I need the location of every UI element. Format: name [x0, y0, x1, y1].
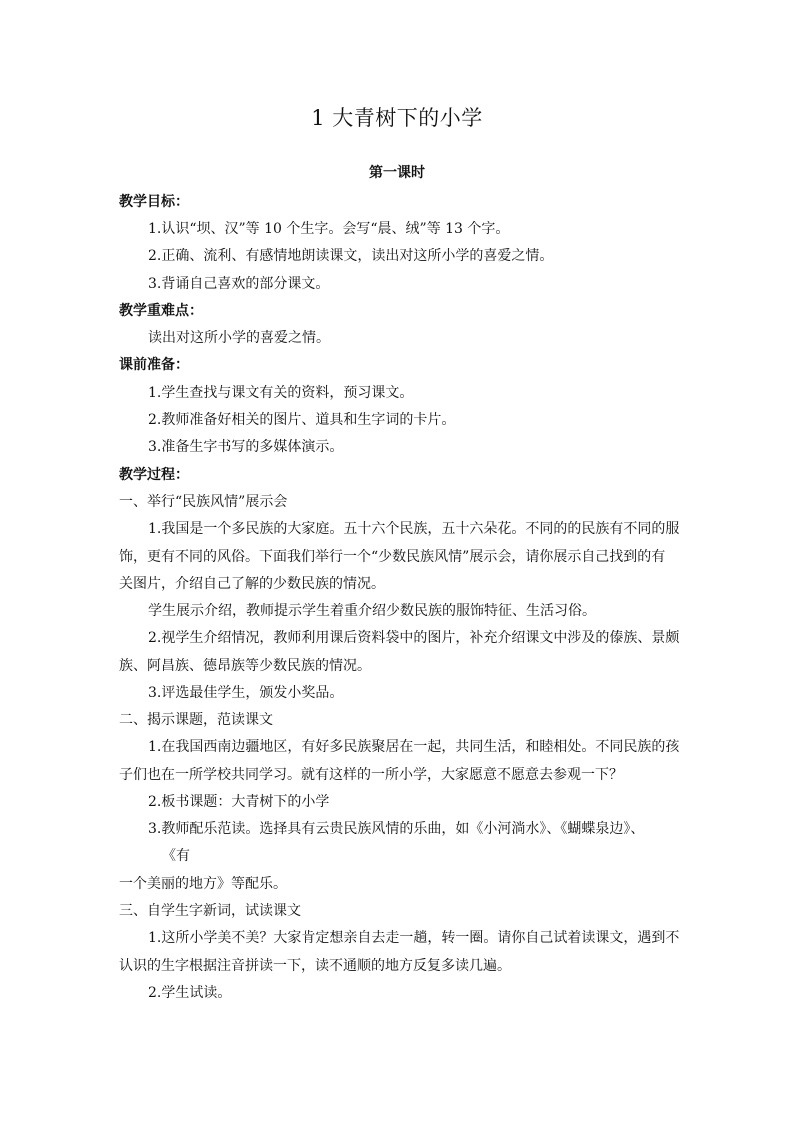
- paragraph-line: 认识的生字根据注音拼读一下，读不通顺的地方反复多读几遍。: [119, 958, 511, 974]
- goal-item: 1.认识“坝、汉”等 10 个生字。会写“晨、绒”等 13 个字。: [148, 221, 510, 237]
- paragraph-line: 一个美丽的地方》等配乐。: [119, 876, 287, 892]
- paragraph-line: 《有: [162, 848, 190, 864]
- paragraph-line: 饰，更有不同的风俗。下面我们举行一个“少数民族风情”展示会，请你展示自己找到的有: [119, 549, 666, 565]
- paragraph-line: 学生展示介绍，教师提示学生着重介绍少数民族的服饰特征、生活习俗。: [148, 603, 596, 619]
- paragraph-line: 1.我国是一个多民族的大家庭。五十六个民族，五十六朵花。不同的的民族有不同的服: [148, 521, 680, 537]
- paragraph-line: 2.学生试读。: [148, 985, 232, 1001]
- paragraph-line: 族、阿昌族、德昂族等少数民族的情况。: [119, 658, 371, 674]
- paragraph-line: 2.视学生介绍情况，教师利用课后资料袋中的图片，补充介绍课文中涉及的傣族、景颇: [148, 630, 680, 646]
- preparation-item: 2.教师准备好相关的图片、道具和生字词的卡片。: [148, 412, 456, 428]
- preparation-item: 3.准备生字书写的多媒体演示。: [148, 439, 344, 455]
- paragraph-line: 3.教师配乐范读。选择具有云贵民族风情的乐曲，如《小河淌水》、《蝴蝶泉边》、: [148, 821, 645, 837]
- preparation-heading: 课前准备：: [119, 357, 189, 373]
- goals-heading: 教学目标：: [119, 194, 189, 210]
- goal-item: 3.背诵自己喜欢的部分课文。: [148, 276, 330, 292]
- section-one-title: 一、举行“民族风情”展示会: [119, 494, 288, 510]
- section-three-title: 三、自学生字新词，试读课文: [119, 903, 301, 919]
- paragraph-line: 1.这所小学美不美？大家肯定想亲自去走一趟，转一圈。请你自己试着读课文，遇到不: [148, 930, 680, 946]
- paragraph-line: 3.评选最佳学生，颁发小奖品。: [148, 685, 344, 701]
- section-two-title: 二、揭示课题，范读课文: [119, 712, 273, 728]
- process-heading: 教学过程：: [119, 467, 189, 483]
- key-point-item: 读出对这所小学的喜爱之情。: [148, 330, 330, 346]
- lesson-subtitle: 第一课时: [369, 165, 425, 181]
- paragraph-line: 关图片，介绍自己了解的少数民族的情况。: [119, 576, 385, 592]
- paragraph-line: 子们也在一所学校共同学习。就有这样的一所小学，大家愿意不愿意去参观一下？: [119, 767, 623, 783]
- lesson-title: 1 大青树下的小学: [311, 106, 483, 130]
- paragraph-line: 1.在我国西南边疆地区，有好多民族聚居在一起，共同生活，和睦相处。不同民族的孩: [148, 739, 680, 755]
- preparation-item: 1.学生查找与课文有关的资料，预习课文。: [148, 385, 414, 401]
- paragraph-line: 2.板书课题：大青树下的小学: [148, 794, 330, 810]
- goal-item: 2.正确、流利、有感情地朗读课文，读出对这所小学的喜爱之情。: [148, 248, 554, 264]
- key-points-heading: 教学重难点：: [119, 303, 203, 319]
